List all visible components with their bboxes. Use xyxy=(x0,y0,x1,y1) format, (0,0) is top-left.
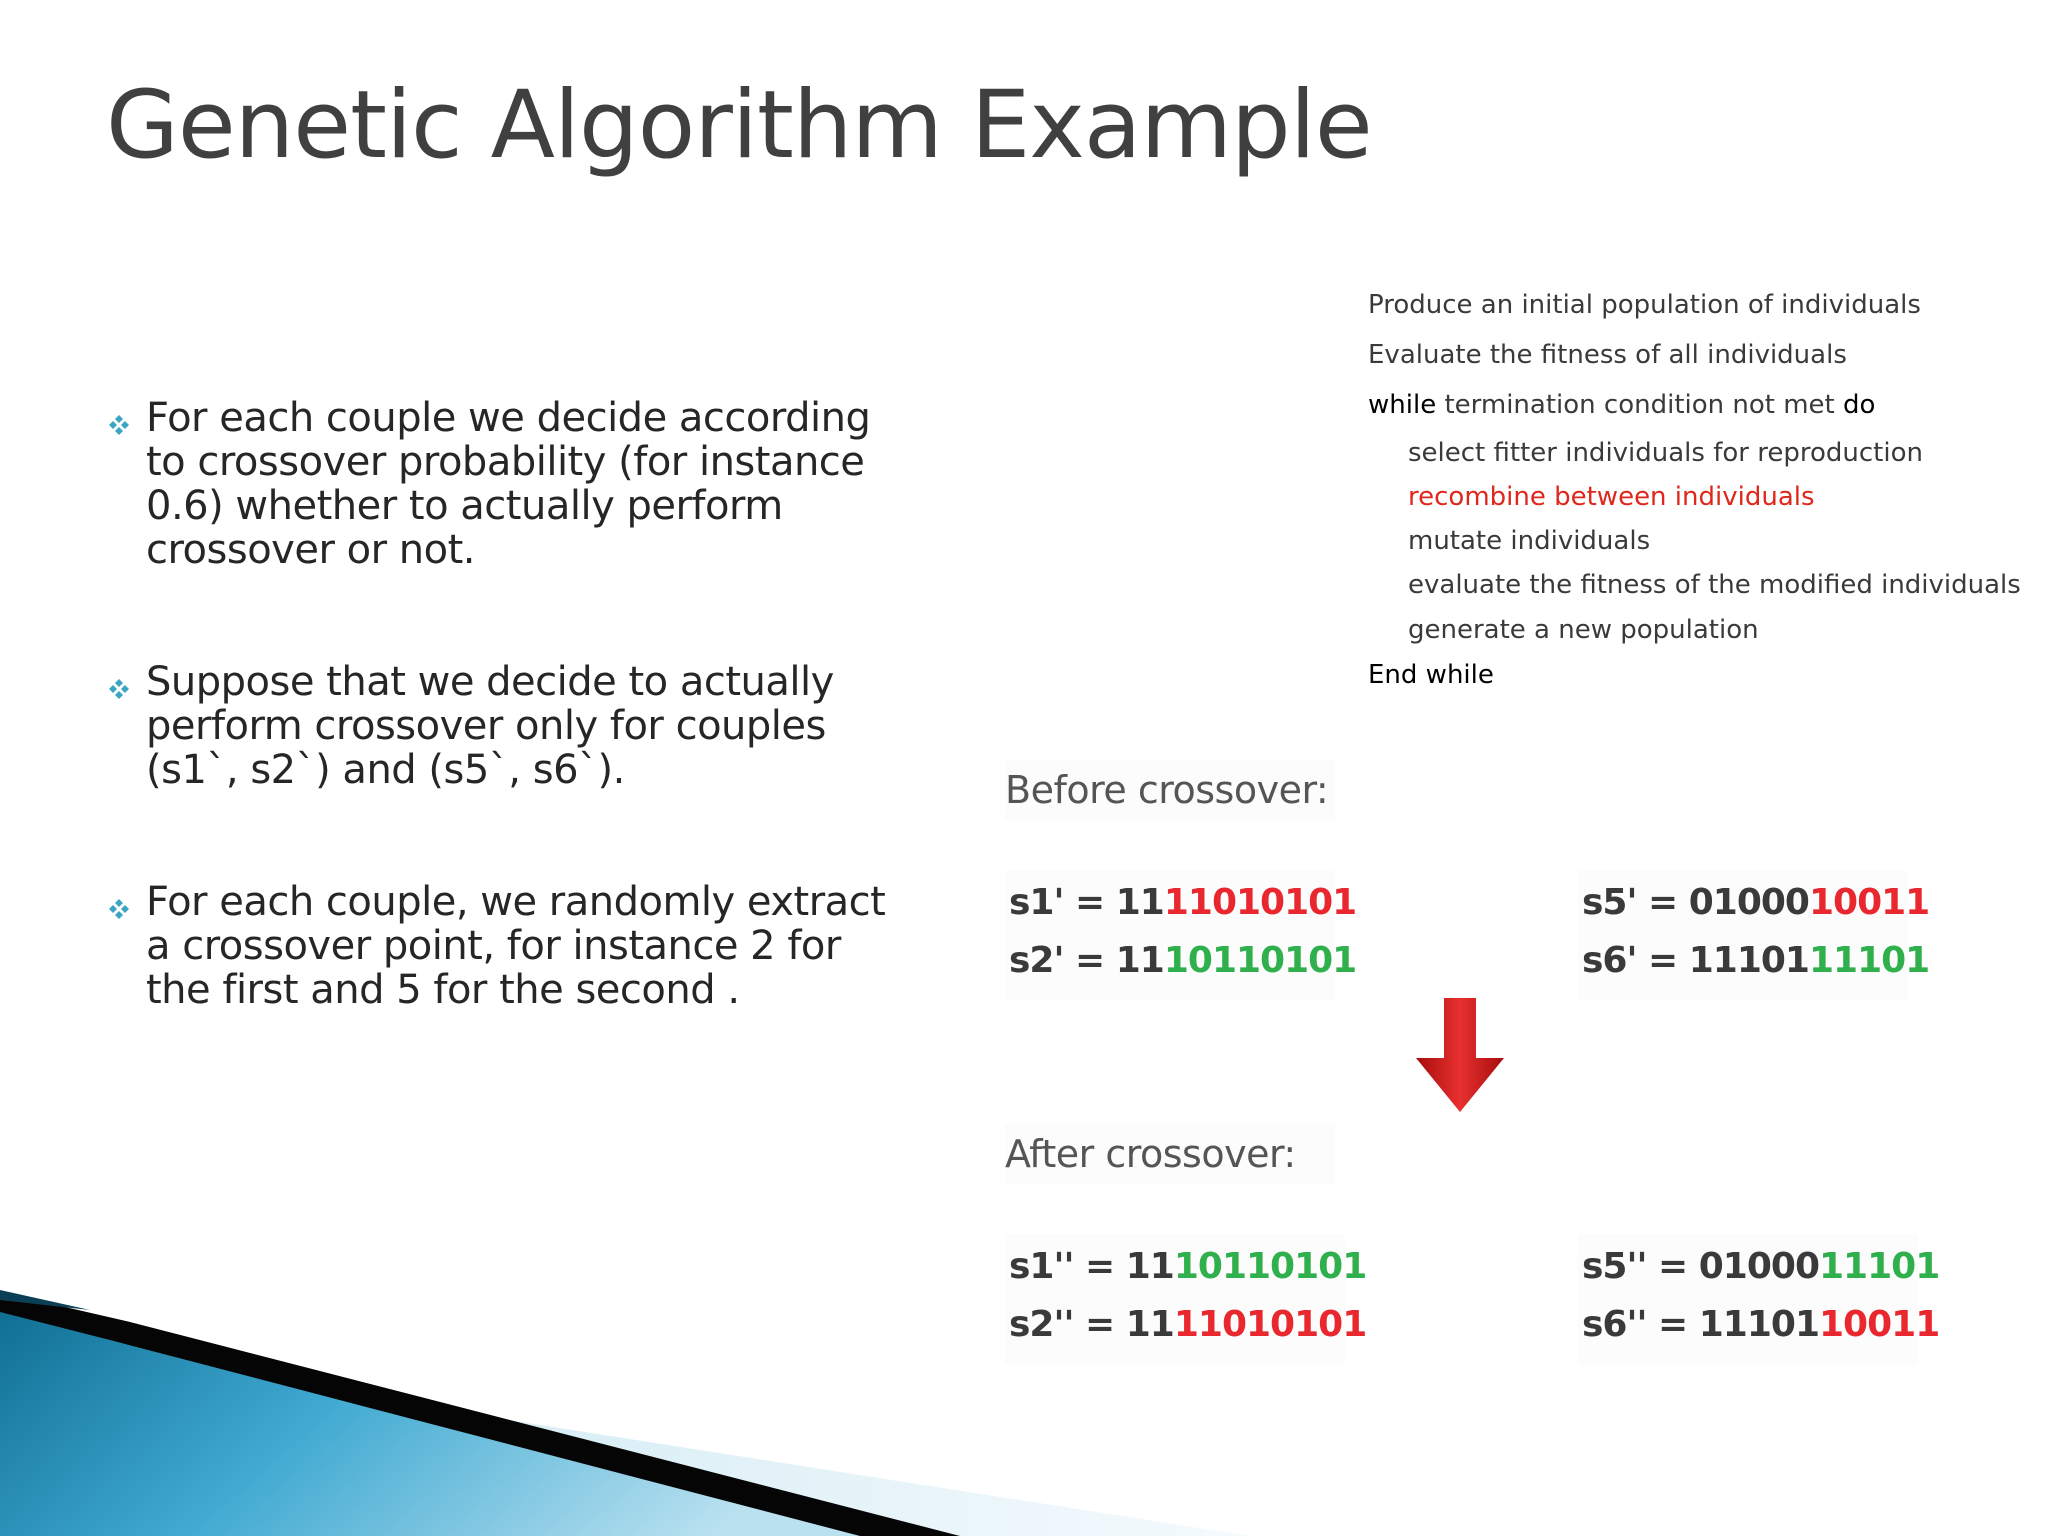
s6-after: s6'' = 1110110011 xyxy=(1582,1304,1940,1345)
bullet-text: For each couple, we randomly extract a crossover point, for instance 2 for the first and 5 for the second . xyxy=(146,879,886,1013)
four-diamond-bullet-icon xyxy=(108,414,130,436)
s1-before: s1' = 1111010101 xyxy=(1009,882,1357,923)
bullet-text: For each couple we decide according to crossover probability (for instance 0.6) whether to actually perform crossover or not. xyxy=(146,395,871,573)
algo-step: generate a new population xyxy=(1408,615,1759,645)
down-arrow-icon xyxy=(1410,996,1510,1116)
after-crossover-label: After crossover: xyxy=(1005,1124,1335,1184)
after-right-pair xyxy=(1578,1234,1940,1364)
while-condition: termination condition not met xyxy=(1436,390,1844,420)
slide-title: Genetic Algorithm Example xyxy=(106,71,1372,180)
s5-before: s5' = 0100010011 xyxy=(1582,882,1930,923)
algo-step: mutate individuals xyxy=(1408,526,1651,556)
algo-step-highlighted: recombine between individuals xyxy=(1408,482,1815,512)
before-left-pair xyxy=(1005,870,1357,1000)
algo-step: evaluate the fitness of the modified individuals xyxy=(1408,570,2021,600)
algo-while-line xyxy=(1368,390,1875,420)
s6-before: s6' = 1110111101 xyxy=(1582,940,1930,981)
algo-line: Evaluate the fitness of all individuals xyxy=(1368,340,1847,370)
s2-before: s2' = 1110110101 xyxy=(1009,940,1357,981)
after-left-pair xyxy=(1005,1234,1367,1364)
while-keyword: while xyxy=(1368,390,1437,420)
s1-after: s1'' = 1110110101 xyxy=(1009,1246,1367,1287)
algo-end: End while xyxy=(1368,660,1494,690)
algo-line: Produce an initial population of individuals xyxy=(1368,290,1921,320)
algo-step: select fitter individuals for reproduction xyxy=(1408,438,1923,468)
do-keyword: do xyxy=(1843,390,1876,420)
four-diamond-bullet-icon xyxy=(108,898,130,920)
before-right-pair xyxy=(1578,870,1930,1000)
s5-after: s5'' = 0100011101 xyxy=(1582,1246,1940,1287)
four-diamond-bullet-icon xyxy=(108,678,130,700)
bullet-text: Suppose that we decide to actually perform crossover only for couples (s1`, s2`) and (s5`, s6`). xyxy=(146,659,834,793)
s2-after: s2'' = 1111010101 xyxy=(1009,1304,1367,1345)
before-crossover-label: Before crossover: xyxy=(1005,760,1335,820)
